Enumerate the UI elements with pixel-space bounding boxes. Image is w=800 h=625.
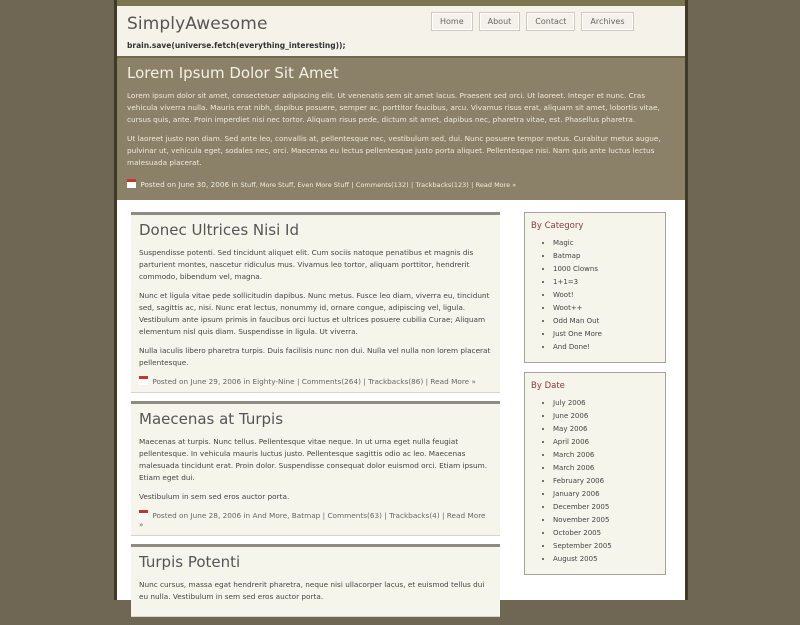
post-list: [131, 212, 500, 625]
separator: |: [351, 181, 354, 189]
comments-link[interactable]: Comments(264): [301, 377, 361, 386]
date-item[interactable]: • August 2005: [553, 553, 659, 566]
post-categories[interactable]: Eighty-Nine: [252, 377, 295, 386]
category-item[interactable]: • 1000 Clowns: [553, 263, 659, 276]
category-item[interactable]: • Just One More: [553, 328, 659, 341]
calendar-icon: [139, 510, 148, 519]
comments-link[interactable]: Comments(132): [355, 181, 409, 189]
date-item[interactable]: • January 2006: [553, 488, 659, 501]
featured-title[interactable]: Lorem Ipsum Dolor Sit Amet: [127, 64, 339, 82]
category-item[interactable]: • 1+1=3: [553, 276, 659, 289]
post-categories[interactable]: And More, Batmap: [252, 511, 321, 520]
post-date: Posted on June 28, 2006 in: [152, 511, 251, 520]
widget-title: By Date: [531, 381, 565, 391]
date-item[interactable]: • December 2005: [553, 501, 659, 514]
trackbacks-link[interactable]: Trackbacks(4): [389, 511, 440, 520]
category-item[interactable]: • Magic: [553, 237, 659, 250]
page-frame: [114, 0, 688, 600]
date-widget: [524, 372, 666, 575]
date-list: [531, 397, 659, 566]
site-tagline: brain.save(universe.fetch(everything_interesting));: [127, 41, 346, 50]
post: [131, 401, 500, 536]
category-list: [531, 237, 659, 354]
read-more-link[interactable]: Read More »: [475, 181, 517, 189]
post-categories[interactable]: Stuff, More Stuff, Even More Stuff: [240, 181, 350, 189]
date-item[interactable]: • November 2005: [553, 514, 659, 527]
comments-link[interactable]: Comments(63): [327, 511, 382, 520]
post-meta: [139, 510, 492, 529]
post: [131, 212, 500, 393]
post: [131, 544, 500, 617]
post-date: Posted on June 30, 2006 in: [140, 180, 239, 189]
site-header: [117, 6, 685, 58]
featured-post: [117, 58, 685, 200]
post-title[interactable]: Donec Ultrices Nisi Id: [139, 221, 299, 239]
date-item[interactable]: • May 2006: [553, 423, 659, 436]
post-paragraph: Maecenas at turpis. Nunc tellus. Pellentesque vitae neque. In ut urna eget nulla feugiat pellentesque. In vehicula mauris luctus justo. Pellentesque sagittis odio ac leo. Maecenas malesuada tincidunt erat. Proin dolor. Suspendisse consequat dolor euismod orci. Etiam ipsum. Etiam eget dui.: [139, 437, 488, 482]
category-item[interactable]: • Woot!: [553, 289, 659, 302]
read-more-link[interactable]: Read More »: [139, 511, 486, 529]
date-item[interactable]: • July 2006: [553, 397, 659, 410]
separator: |: [471, 181, 474, 189]
post-paragraph: Suspendisse potenti. Sed tincidunt aliquet elit. Cum sociis natoque penatibus et magnis dis parturient montes, nascetur ridiculus mus. Vivamus leo tortor, aliquam porttitor, hendrerit commodo, bibendum vel, magna.: [139, 248, 474, 281]
nav-home[interactable]: Home: [431, 12, 473, 31]
date-item[interactable]: • February 2006: [553, 475, 659, 488]
date-item[interactable]: • March 2006: [553, 462, 659, 475]
post-title[interactable]: Maecenas at Turpis: [139, 410, 284, 428]
separator: |: [322, 511, 326, 520]
date-item[interactable]: • October 2005: [553, 527, 659, 540]
date-item[interactable]: • September 2005: [553, 540, 659, 553]
calendar-icon: [127, 179, 136, 188]
site-title[interactable]: SimplyAwesome: [127, 14, 268, 34]
nav-contact[interactable]: Contact: [526, 12, 575, 31]
separator: |: [384, 511, 387, 520]
trackbacks-link[interactable]: Trackbacks(86): [368, 377, 424, 386]
post-date: Posted on June 29, 2006 in: [152, 377, 251, 386]
date-item[interactable]: • June 2006: [553, 410, 659, 423]
category-item[interactable]: • Woot++: [553, 302, 659, 315]
featured-paragraph: Ut laoreet justo non diam. Sed ante leo, convallis at, pellentesque nec, vestibulum sed, dui. Nunc posuere tempor metus. Curabitur metus augue, pulvinar ut, vehicula eget, sodales nec, orci. Maecenas eu lectus pellentesque justo porta aliquet. Pellentesque nisi. Nam quis ante luctus lectus malesuada placerat.: [127, 134, 661, 167]
featured-paragraph: Lorem ipsum dolor sit amet, consectetuer adipiscing elit. Ut venenatis sem sit amet lacus. Praesent sed orci. Ut laoreet. Integer et nunc. Cras vehicula viverra nulla. Mauris erat nibh, dapibus posuere, semper ac, porttitor faucibus, arcu. Vivamus risus erat, aliquam sit amet, lobortis vitae, cursus quis, ante. Proin imperdiet nisi nec tortor. Aliquam risus pede, dictum sit amet, dapibus nec, pharetra vitae, est. Phasellus pharetra.: [127, 91, 660, 124]
post-paragraph: Nulla iaculis libero pharetra turpis. Duis facilisis nunc non dui. Nulla vel nulla non lorem placerat pellentesque.: [139, 346, 491, 367]
separator: |: [363, 377, 366, 386]
category-item[interactable]: • And Done!: [553, 341, 659, 354]
sidebar: [524, 212, 666, 584]
nav-about[interactable]: About: [479, 12, 521, 31]
separator: |: [410, 181, 414, 189]
read-more-link[interactable]: Read More »: [430, 377, 476, 386]
nav-archives[interactable]: Archives: [581, 12, 633, 31]
category-item[interactable]: • Odd Man Out: [553, 315, 659, 328]
date-item[interactable]: • March 2006: [553, 449, 659, 462]
category-item[interactable]: • Batmap: [553, 250, 659, 263]
separator: |: [425, 377, 429, 386]
separator: |: [296, 377, 300, 386]
separator: |: [442, 511, 445, 520]
calendar-icon: [139, 376, 148, 385]
main-nav: [431, 12, 634, 31]
post-paragraph: Nunc et ligula vitae pede sollicitudin dapibus. Nunc metus. Fusce leo diam, viverra eu, tincidunt sed, sagittis ac, nisi. Nunc erat lectus, nonummy id, ornare congue, adipiscing vel, ligula. Vestibulum ante ipsum primis in faucibus orci luctus et ultrices posuere cubilia Curae; Aliquam elementum nisl quis diam. Suspendisse in ligula. Ut viverra.: [139, 291, 490, 336]
trackbacks-link[interactable]: Trackbacks(123): [415, 181, 469, 189]
post-paragraph: Nunc cursus, massa egat hendrerit pharetra, neque nisi ullacorper lacus, et euismod tellus dui eu nulla. Vestibulum in sem sed eros auctor porta.: [139, 580, 485, 601]
widget-title: By Category: [531, 221, 584, 231]
category-widget: [524, 212, 666, 363]
post-meta: [139, 376, 492, 386]
post-title[interactable]: Turpis Potenti: [139, 553, 241, 571]
date-item[interactable]: • April 2006: [553, 436, 659, 449]
featured-meta: [127, 179, 675, 189]
post-paragraph: Vestibulum in sem sed eros auctor porta.: [139, 492, 290, 501]
